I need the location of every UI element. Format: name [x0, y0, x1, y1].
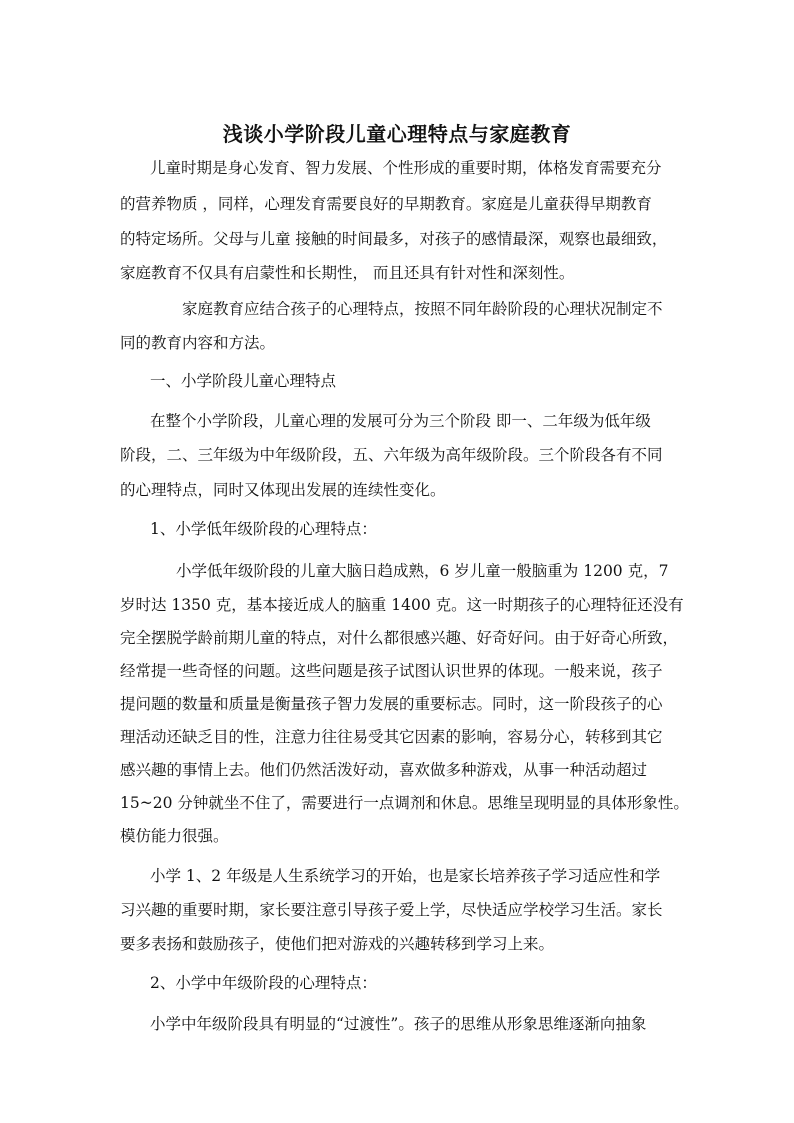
- text-line: 小学 1、2 年级是人生系统学习的开始，也是家长培养孩子学习适应性和学: [150, 867, 661, 885]
- text-line: 提问题的数量和质量是衡量孩子智力发展的重要标志。同时，这一阶段孩子的心: [120, 695, 663, 713]
- text-line: 岁时达 1350 克，基本接近成人的脑重 1400 克。这一时期孩子的心理特征还没有: [120, 596, 684, 614]
- text-line: 模仿能力很强。: [120, 827, 229, 845]
- text-line: 儿童时期是身心发育、智力发展、个性形成的重要时期，体格发育需要充分: [150, 159, 662, 177]
- text-line: 在整个小学阶段，儿童心理的发展可分为三个阶段 即一、二年级为低年级: [150, 412, 651, 430]
- text-line: 感兴趣的事情上去。他们仍然活泼好动，喜欢做多种游戏，从事一种活动超过: [120, 761, 648, 779]
- text-line: 完全摆脱学龄前期儿童的特点，对什么都很感兴趣、好奇好问。由于好奇心所致，: [120, 629, 679, 647]
- text-line: 家庭教育应结合孩子的心理特点，按照不同年龄阶段的心理状况制定不: [182, 300, 663, 318]
- text-line: 同的教育内容和方法。: [120, 334, 276, 352]
- text-line: 要多表扬和鼓励孩子，使他们把对游戏的兴趣转移到学习上来。: [120, 935, 555, 953]
- subsection-heading: 2、小学中年级阶段的心理特点：: [150, 974, 377, 992]
- text-line: 阶段，二、三年级为中年级阶段，五、六年级为高年级阶段。三个阶段各有不同: [120, 446, 663, 464]
- text-line: 习兴趣的重要时期，家长要注意引导孩子爱上学，尽快适应学校学习生活。家长: [120, 901, 663, 919]
- text-line: 小学低年级阶段的儿童大脑日趋成熟，6 岁儿童一般脑重为 1200 克，7: [176, 562, 669, 580]
- text-line: 经常提一些奇怪的问题。这些问题是孩子试图认识世界的体现。一般来说，孩子: [120, 662, 663, 680]
- text-line: 15~20 分钟就坐不住了，需要进行一点调剂和休息。思维呈现明显的具体形象性。: [120, 794, 689, 812]
- section-heading: 一、小学阶段儿童心理特点: [150, 372, 337, 390]
- subsection-heading: 1、小学低年级阶段的心理特点：: [150, 520, 377, 538]
- text-line: 的营养物质 ，同样，心理发育需要良好的早期教育。家庭是儿童获得早期教育: [120, 195, 652, 213]
- page-title: 浅谈小学阶段儿童心理特点与家庭教育: [222, 122, 572, 146]
- text-line: 小学中年级阶段具有明显的“过渡性”。孩子的思维从形象思维逐渐向抽象: [150, 1015, 647, 1033]
- text-line: 家庭教育不仅具有启蒙性和长期性， 而且还具有针对性和深刻性。: [120, 264, 575, 282]
- text-line: 理活动还缺乏目的性，注意力往往易受其它因素的影响，容易分心，转移到其它: [120, 728, 663, 746]
- text-line: 的特定场所。父母与儿童 接触的时间最多，对孩子的感情最深，观察也最细致，: [120, 230, 668, 248]
- text-line: 的心理特点，同时又体现出发展的连续性变化。: [120, 481, 446, 499]
